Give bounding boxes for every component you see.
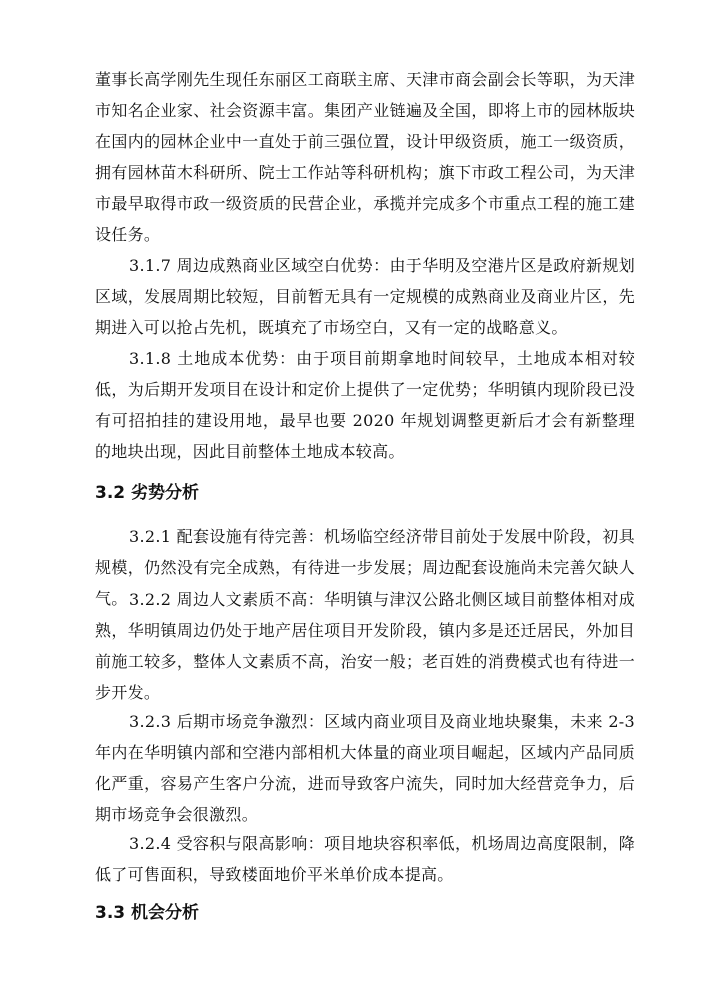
paragraph-3-2-4: 3.2.4 受容积与限高影响：项目地块容积率低，机场周边高度限制，降低了可售面积，导致楼面地价平米单价成本提高。 (95, 834, 635, 884)
paragraph-3-2-2: 3.2.2 周边人文素质不高：华明镇与津汉公路北侧区域目前整体相对成熟，华明镇周边仍处于地产居住项目开发阶段，镇内多是还迁居民，外加目前施工较多，整体人文素质不高，治安一般；老百姓的消费模式也有待进一步开发。 (95, 590, 635, 702)
section-heading-3-3: 3.3 机会分析 (95, 903, 200, 923)
paragraph-3-1-7: 3.1.7 周边成熟商业区域空白优势：由于华明及空港片区是政府新规划区域，发展周期比较短，目前暂无具有一定规模的成熟商业及商业片区，先期进入可以抢占先机，既填充了市场空白，又有一定的战略意义。 (95, 256, 635, 337)
paragraph-group-background: 董事长高学刚先生现任东丽区工商联主席、天津市商会副会长等职，为天津市知名企业家、社会资源丰富。集团产业链遍及全国，即将上市的园林版块在国内的园林企业中一直处于前三强位置，设计甲级资质，施工一级资质，拥有园林苗木科研所、院士工作站等科研机构；旗下市政工程公司，为天津市最早取得市政一级资质的民营企业，承揽并完成多个市重点工程的施工建设任务。 (95, 70, 635, 244)
section-heading-3-2: 3.2 劣势分析 (95, 483, 200, 503)
paragraph-3-1-8: 3.1.8 土地成本优势：由于项目前期拿地时间较早，土地成本相对较低，为后期开发项目在设计和定价上提供了一定优势；华明镇内现阶段已没有可招拍挂的建设用地，最早也要 2020 年规划调整更新后才会有新整理的地块出现，因此目前整体土地成本较高。 (95, 349, 635, 461)
paragraph-3-2-1: 3.2.1 配套设施有待完善：机场临空经济带目前处于发展中阶段，初具规模，仍然没有完全成熟，有待进一步发展；周边配套设施尚未完善欠缺人气。 (95, 527, 635, 608)
paragraph-3-2-3: 3.2.3 后期市场竞争激烈：区域内商业项目及商业地块聚集，未来 2-3 年内在华明镇内部和空港内部相机大体量的商业项目崛起，区域内产品同质化严重，容易产生客户分流，进而导致客户流失，同时加大经营竞争力，后期市场竞争会很激烈。 (95, 712, 635, 824)
